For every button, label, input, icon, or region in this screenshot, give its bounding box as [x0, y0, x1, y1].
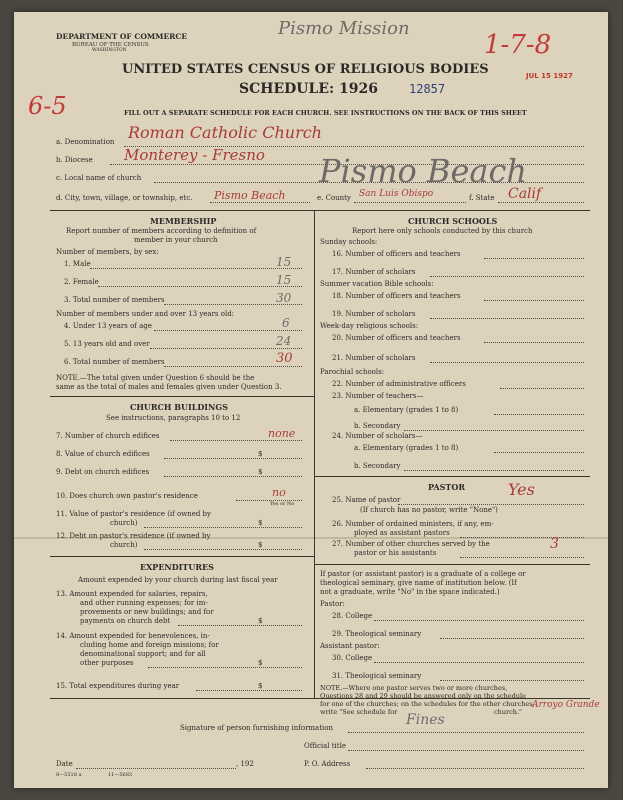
- yes-no-caption: Yes or No: [270, 501, 295, 507]
- diocese-label: b. Diocese: [56, 156, 93, 164]
- membership-note: NOTE.—The total given under Question 6 should be the: [56, 374, 255, 382]
- q30-label: 30. College: [332, 654, 373, 662]
- q16-label: 16. Number of officers and teachers: [332, 250, 461, 258]
- form-number: 8—5518 a: [56, 772, 82, 778]
- pastor-subheading: Pastor:: [320, 600, 345, 608]
- q8-label: 8. Value of church edifices: [56, 450, 150, 458]
- graduate-instructions-2: theological seminary, give name of institution below. (If: [320, 579, 517, 587]
- buildings-heading: CHURCH BUILDINGS: [130, 402, 228, 412]
- county-label: e. County: [317, 194, 351, 202]
- pastor-note-4-end: church.": [494, 708, 523, 716]
- pastor-note-2: Questions 28 and 29 should be answered only on the schedule: [320, 692, 526, 700]
- assistant-subheading: Assistant pastor:: [320, 642, 380, 650]
- graduate-instructions-3: not a graduate, write "No" in the space indicated.): [320, 588, 500, 596]
- expenditures-heading: EXPENDITURES: [140, 562, 214, 572]
- state-value: Calif: [508, 186, 542, 202]
- pastor-note-4: write "See schedule for: [320, 708, 398, 716]
- weekday-schools-label: Week-day religious schools:: [320, 322, 419, 330]
- q9-label: 9. Debt on church edifices: [56, 468, 150, 476]
- q5-label: 5. 13 years old and over: [64, 340, 150, 348]
- q24-label: 24. Number of scholars—: [332, 432, 423, 440]
- q13-label-4: payments on church debt: [80, 617, 171, 625]
- q3-value: 30: [276, 291, 292, 305]
- parochial-schools-label: Parochial schools:: [320, 368, 385, 376]
- local-name-label: c. Local name of church: [56, 174, 142, 182]
- county-value: San Luis Obispo: [359, 189, 434, 199]
- q25-label: 25. Name of pastor: [332, 496, 401, 504]
- form-number-2: 11—5683: [108, 772, 133, 778]
- q6-value: 30: [276, 351, 293, 366]
- signature-label: Signature of person furnishing information: [180, 724, 334, 732]
- q5-value: 24: [276, 334, 292, 348]
- pencil-note-top: Pismo Mission: [278, 18, 410, 39]
- q24a-label: a. Elementary (grades 1 to 8): [354, 444, 459, 452]
- column-divider: [314, 210, 315, 698]
- denomination-value: Roman Catholic Church: [128, 123, 322, 142]
- q28-label: 28. College: [332, 612, 373, 620]
- q22-label: 22. Number of administrative officers: [332, 380, 466, 388]
- local-name-pencil: Pismo Beach: [319, 152, 528, 190]
- q9-dollar: $: [258, 468, 263, 476]
- q7-value: none: [268, 427, 296, 440]
- q24b-label: b. Secondary: [354, 462, 401, 470]
- q27-label-2: pastor or his assistants: [354, 549, 437, 557]
- q11-dollar: $: [258, 519, 263, 527]
- membership-note-2: same as the total of males and females given under Question 3.: [56, 383, 282, 391]
- q12-label-2: church): [110, 541, 138, 549]
- q31-label: 31. Theological seminary: [332, 672, 422, 680]
- q1-label: 1. Male: [64, 260, 91, 268]
- expenditures-intro: Amount expended by your church during last fiscal year: [78, 576, 278, 584]
- q23b-label: b. Secondary: [354, 422, 401, 430]
- q13-label: 13. Amount expended for salaries, repairs,: [56, 590, 208, 598]
- received-stamp: JUL 15 1927: [526, 72, 573, 80]
- dept-name: DEPARTMENT OF COMMERCE: [56, 32, 188, 41]
- q20-label: 20. Number of officers and teachers: [332, 334, 461, 342]
- q29-label: 29. Theological seminary: [332, 630, 422, 638]
- q13-label-3: provements or new buildings; and for: [80, 608, 214, 616]
- pastor-heading: PASTOR: [428, 482, 465, 492]
- pastor-note: NOTE.—Where one pastor serves two or more churches,: [320, 684, 508, 692]
- q14-label-4: other purposes: [80, 659, 134, 667]
- q14-label-2: cluding home and foreign missions; for: [80, 641, 219, 649]
- q14-label: 14. Amount expended for benevolences, in-: [56, 632, 210, 640]
- q13-label-2: and other running expenses; for im-: [80, 599, 208, 607]
- diocese-value: Monterey - Fresno: [124, 146, 265, 164]
- bureau-name: BUREAU OF THE CENSUS: [72, 42, 149, 48]
- q23-label: 23. Number of teachers—: [332, 392, 424, 400]
- schools-intro: Report here only schools conducted by this church: [352, 227, 533, 235]
- red-note-top-right: 1-7-8: [484, 30, 552, 60]
- pastor-note-3: for one of the churches; on the schedules for the other churches,: [320, 700, 535, 708]
- membership-intro: Report number of members according to definition of: [66, 227, 257, 235]
- q4-label: 4. Under 13 years of age: [64, 322, 152, 330]
- q11-label-2: church): [110, 519, 138, 527]
- q1-value: 15: [276, 255, 292, 269]
- city-label: d. City, town, village, or township, etc.: [56, 194, 193, 202]
- q12-dollar: $: [258, 541, 263, 549]
- po-address-label: P. O. Address: [304, 760, 351, 768]
- schedule-title: SCHEDULE: 1926: [239, 81, 379, 97]
- schools-heading: CHURCH SCHOOLS: [408, 216, 498, 226]
- members-by-sex-label: Number of members, by sex:: [56, 248, 159, 256]
- date-year: , 192: [236, 760, 254, 768]
- age-heading: Number of members under and over 13 years old:: [56, 310, 235, 318]
- q3-label: 3. Total number of members: [64, 296, 165, 304]
- q21-label: 21. Number of scholars: [332, 354, 416, 362]
- denomination-label: a. Denomination: [56, 138, 115, 146]
- membership-heading: MEMBERSHIP: [150, 216, 217, 226]
- form-title: UNITED STATES CENSUS OF RELIGIOUS BODIES: [122, 62, 489, 77]
- q27-value: 3: [550, 536, 559, 552]
- pastor-note-handwritten: Arroyo Grande: [532, 700, 600, 710]
- city-value: Pismo Beach: [214, 189, 286, 202]
- q10-label: 10. Does church own pastor's residence: [56, 492, 198, 500]
- sunday-schools-label: Sunday schools:: [320, 238, 378, 246]
- q2-value: 15: [276, 273, 292, 287]
- red-note-left: 6-5: [28, 92, 67, 120]
- q26-label: 26. Number of ordained ministers, if any, em-: [332, 520, 494, 528]
- instruction-line: FILL OUT A SEPARATE SCHEDULE FOR EACH CHURCH. SEE INSTRUCTIONS ON THE BACK OF THIS SHEET: [124, 109, 527, 117]
- q13-dollar: $: [258, 617, 263, 625]
- q25-note: (If church has no pastor, write "None"): [360, 506, 498, 514]
- graduate-instructions: If pastor (or assistant pastor) is a graduate of a college or: [320, 570, 526, 578]
- state-label: f. State: [469, 194, 495, 202]
- q14-dollar: $: [258, 659, 263, 667]
- q26-label-2: ployed as assistant pastors: [354, 529, 450, 537]
- date-label: Date: [56, 760, 73, 768]
- q6-label: 6. Total number of members: [64, 358, 165, 366]
- summer-schools-label: Summer vacation Bible schools:: [320, 280, 434, 288]
- q4-value: 6: [282, 316, 290, 330]
- q14-label-3: denominational support; and for all: [80, 650, 206, 658]
- q15-dollar: $: [258, 682, 263, 690]
- q7-label: 7. Number of church edifices: [56, 432, 160, 440]
- q12-label: 12. Debt on pastor's residence (if owned by: [56, 532, 211, 540]
- q18-label: 18. Number of officers and teachers: [332, 292, 461, 300]
- q8-dollar: $: [258, 450, 263, 458]
- q17-label: 17. Number of scholars: [332, 268, 416, 276]
- q25-value: Yes: [508, 480, 535, 499]
- serial-number: 12857: [409, 82, 446, 96]
- q23a-label: a. Elementary (grades 1 to 8): [354, 406, 459, 414]
- signature-value: Fines: [406, 712, 445, 728]
- census-schedule-form: [14, 12, 608, 788]
- buildings-instructions: See instructions, paragraphs 10 to 12: [106, 414, 241, 422]
- membership-intro-2: member in your church: [134, 236, 218, 244]
- q19-label: 19. Number of scholars: [332, 310, 416, 318]
- official-title-label: Official title: [304, 742, 346, 750]
- q15-label: 15. Total expenditures during year: [56, 682, 180, 690]
- q27-label: 27. Number of other churches served by the: [332, 540, 490, 548]
- q10-value: no: [272, 486, 286, 499]
- city-name: WASHINGTON: [92, 48, 127, 53]
- q11-label: 11. Value of pastor's residence (if owned by: [56, 510, 211, 518]
- q2-label: 2. Female: [64, 278, 99, 286]
